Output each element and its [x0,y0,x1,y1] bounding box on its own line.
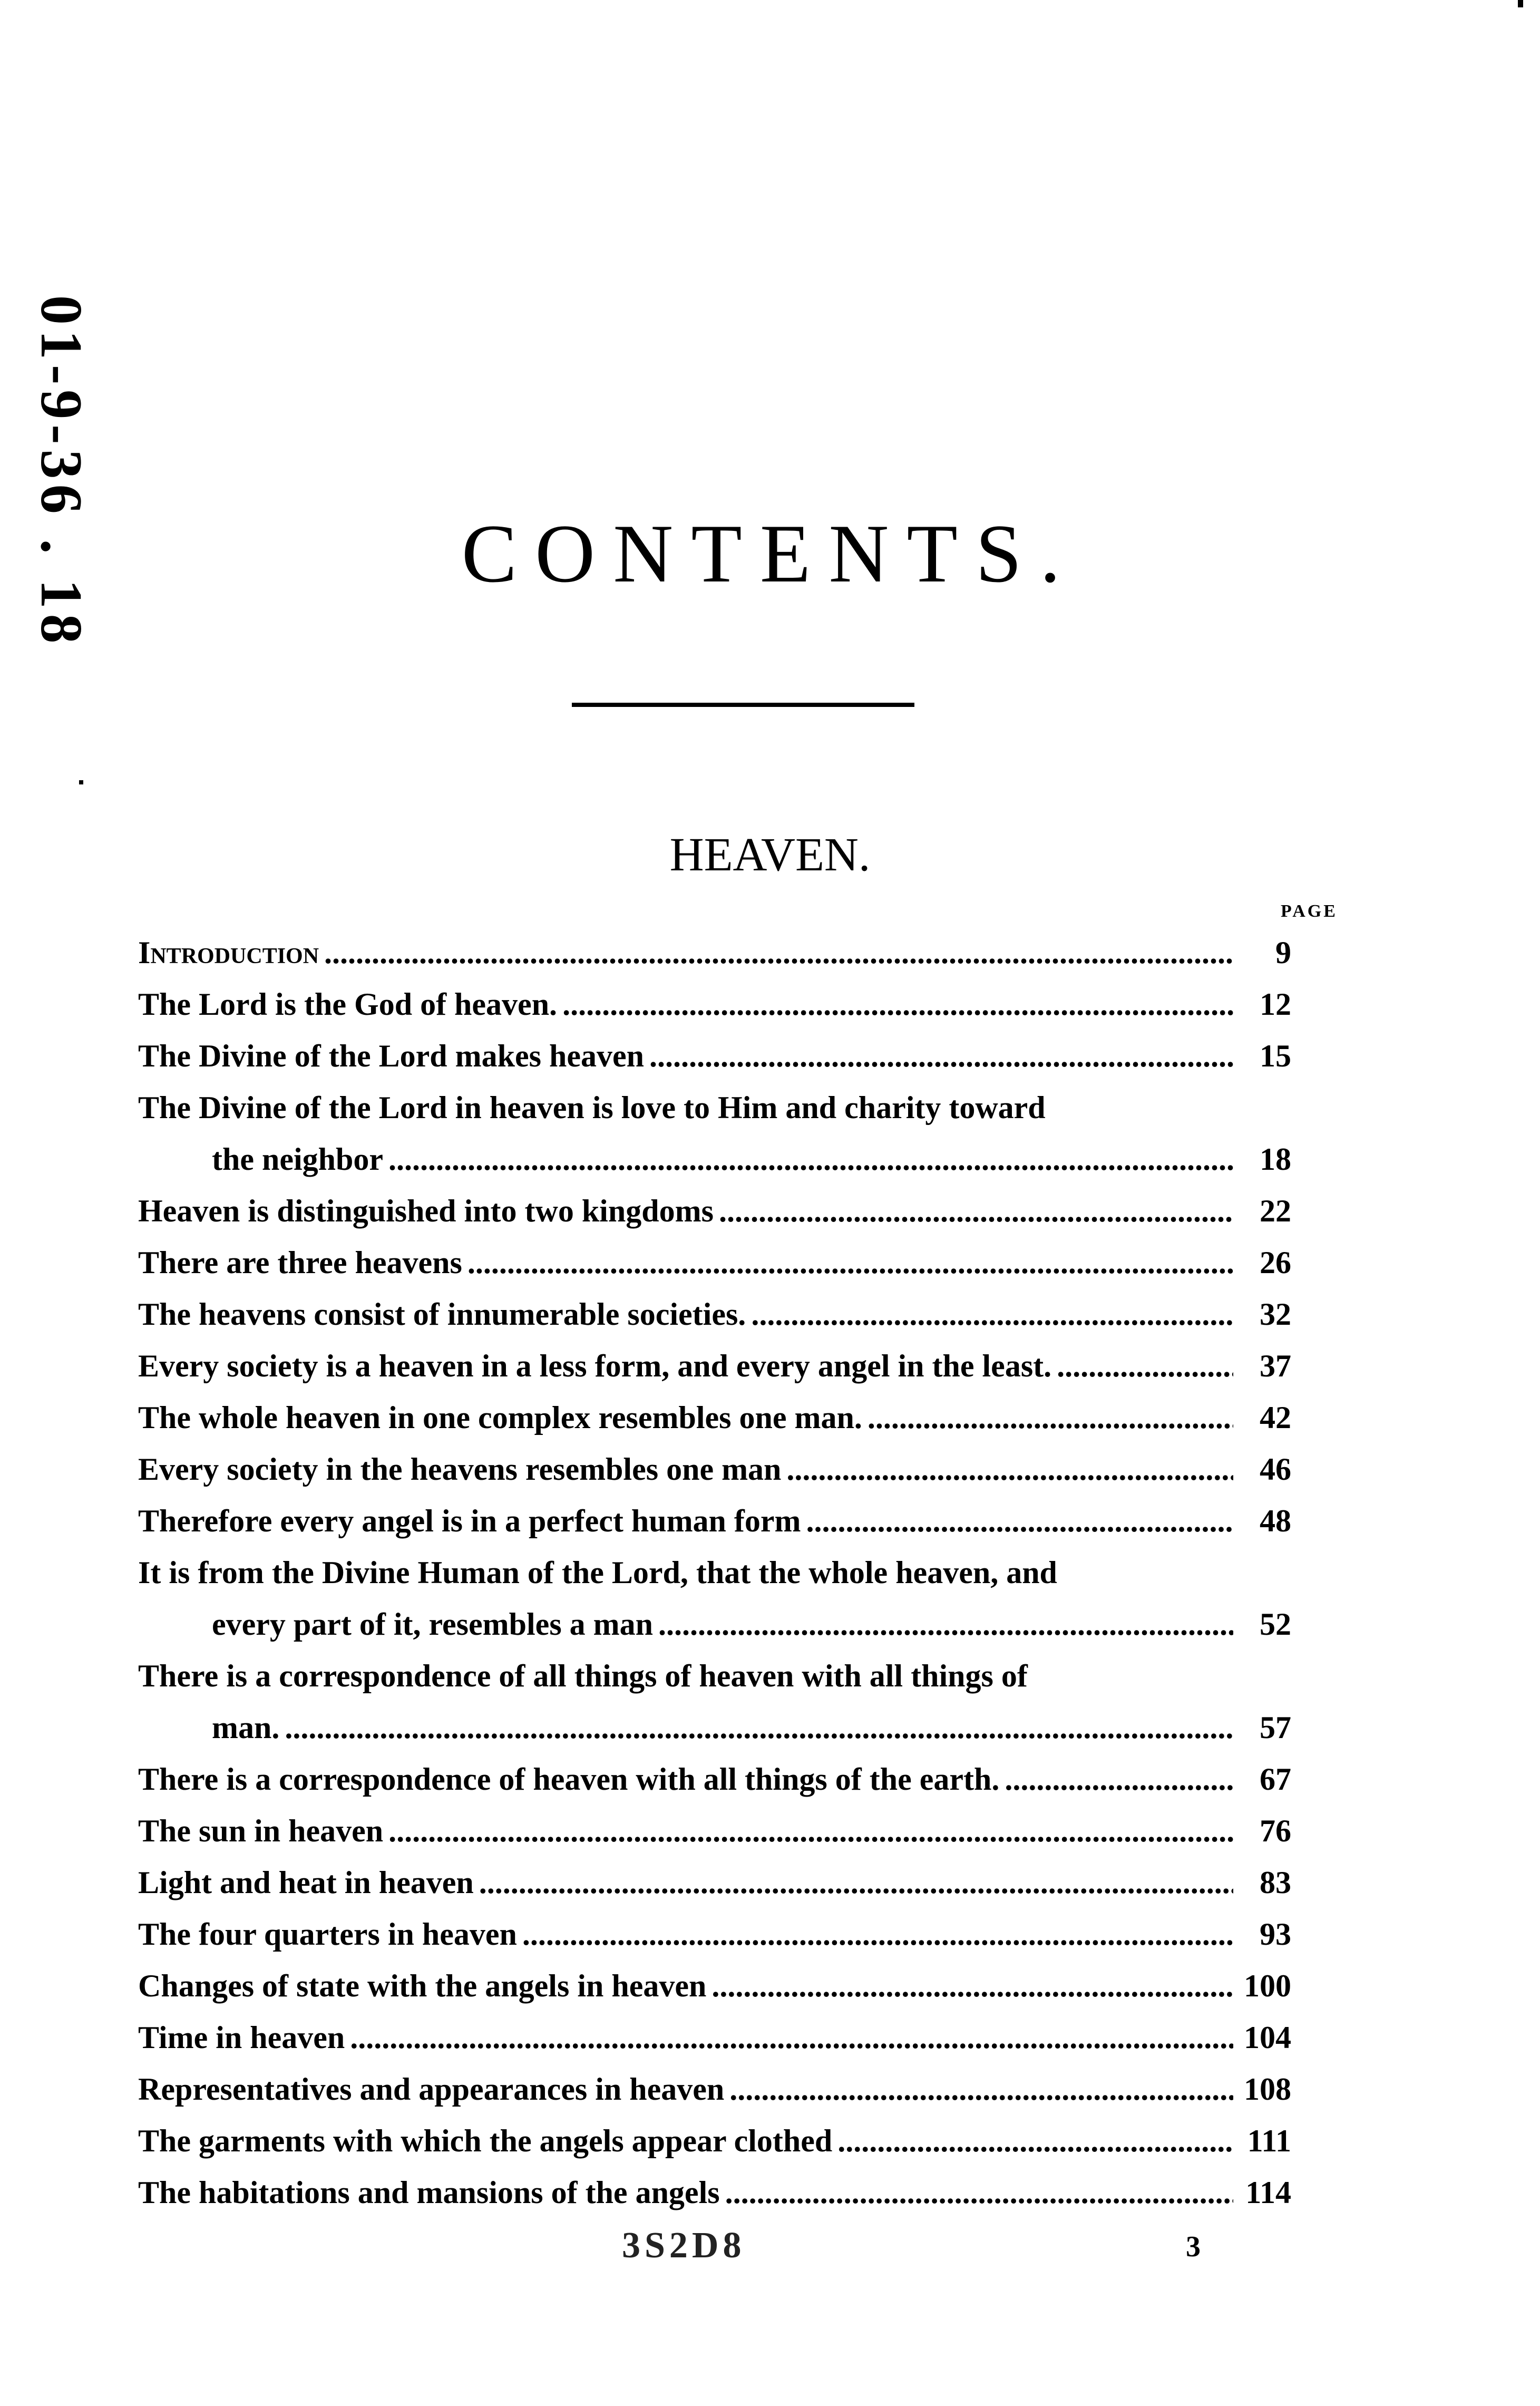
toc-entry [138,1237,1291,1288]
toc-entry-label: The sun in heaven [138,1813,384,1848]
toc-leader-dots [562,978,1233,1030]
toc-leader-dots [751,1288,1233,1340]
toc-page-number: 12 [1260,987,1291,1022]
toc-entry-label: The four quarters in heaven [138,1917,517,1952]
toc-entry [138,1185,1291,1237]
toc-leader-dots [725,2167,1233,2218]
toc-leader-dots [350,2012,1233,2063]
toc-page-number: 15 [1260,1039,1291,1073]
toc-entry-continuation [138,1133,1291,1185]
table-of-contents [138,927,1291,2218]
toc-entry [138,1805,1291,1857]
toc-entry [138,1495,1291,1547]
toc-leader-dots [649,1030,1233,1082]
toc-page-number: 104 [1244,2020,1291,2055]
toc-entry [138,1392,1291,1443]
toc-entry [138,1340,1291,1392]
toc-entry [138,1960,1291,2012]
toc-entry [138,1443,1291,1495]
toc-leader-dots [658,1598,1233,1650]
toc-page-number: 26 [1260,1245,1291,1280]
toc-entry-label-continuation: the neighbor [212,1142,384,1177]
speck-mark [1518,0,1523,7]
toc-entry-label: There are three heavens [138,1245,462,1280]
toc-entry-label: Therefore every angel is in a perfect human form [138,1503,801,1538]
toc-entry [138,2115,1291,2167]
toc-entry [138,1082,1291,1133]
toc-entry-label: Changes of state with the angels in heaven [138,1968,707,2003]
toc-entry-label: It is from the Divine Human of the Lord, that the whole heaven, and [138,1555,1057,1590]
toc-leader-dots [868,1392,1233,1443]
toc-entry-label: The garments with which the angels appear clothed [138,2123,833,2158]
toc-leader-dots [806,1495,1233,1547]
page-column-label: PAGE [1281,901,1338,921]
toc-page-number: 22 [1260,1194,1291,1228]
toc-page-number: 18 [1260,1142,1291,1177]
toc-page-number: 93 [1260,1917,1291,1952]
toc-entry-label: The Lord is the God of heaven. [138,987,558,1022]
toc-page-number: 42 [1260,1400,1291,1435]
toc-entry [138,1288,1291,1340]
toc-entry [138,1030,1291,1082]
toc-entry-label: Representatives and appearances in heaven [138,2072,725,2107]
toc-page-number: 57 [1260,1710,1291,1745]
toc-entry [138,2012,1291,2063]
toc-leader-dots [522,1908,1233,1960]
toc-leader-dots [479,1857,1233,1908]
toc-entry-label: The habitations and mansions of the angels [138,2175,720,2210]
toc-page-number: 100 [1244,1968,1291,2003]
toc-entry [138,2167,1291,2218]
toc-entry-label-continuation: every part of it, resembles a man [212,1607,654,1642]
toc-leader-dots [467,1237,1233,1288]
toc-page-number: 9 [1275,935,1291,970]
toc-page-number: 111 [1247,2123,1291,2158]
toc-entry-label: Heaven is distinguished into two kingdoms [138,1194,714,1228]
toc-leader-dots [285,1702,1233,1753]
toc-entry [138,927,1291,978]
toc-entry [138,1547,1291,1598]
toc-entry-label: Every society is a heaven in a less form, and every angel in the least. [138,1348,1052,1383]
toc-entry-continuation [138,1598,1291,1650]
toc-page-number: 76 [1260,1813,1291,1848]
toc-entry-continuation [138,1702,1291,1753]
toc-leader-dots [324,927,1233,978]
toc-entry-label: There is a correspondence of all things of heaven with all things of [138,1658,1028,1693]
toc-page-number: 108 [1244,2072,1291,2107]
toc-leader-dots [388,1805,1233,1857]
toc-entry-label: The whole heaven in one complex resembles one man. [138,1400,862,1435]
page-title: CONTENTS. [461,508,1079,600]
toc-entry [138,1857,1291,1908]
toc-page-number: 32 [1260,1297,1291,1332]
toc-leader-dots [1057,1340,1233,1392]
library-stamp: 3S2D8 [622,2225,746,2266]
toc-leader-dots [786,1443,1233,1495]
toc-entry-label: Time in heaven [138,2020,345,2055]
toc-entry [138,1908,1291,1960]
toc-entry-label: Introduction [138,935,319,970]
toc-entry-label: The Divine of the Lord in heaven is love to Him and charity toward [138,1090,1046,1125]
toc-page-number: 48 [1260,1503,1291,1538]
toc-leader-dots [837,2115,1233,2167]
toc-leader-dots [388,1133,1233,1185]
toc-entry-label: There is a correspondence of heaven with all things of the earth. [138,1762,1000,1797]
toc-leader-dots [719,1185,1233,1237]
toc-page-number: 37 [1260,1348,1291,1383]
toc-entry-label: The Divine of the Lord makes heaven [138,1039,644,1073]
toc-entry [138,978,1291,1030]
margin-handwritten-note: 01-9-36 . 18 [28,295,94,649]
section-title: HEAVEN. [669,829,871,881]
toc-page-number: 67 [1260,1762,1291,1797]
toc-leader-dots [711,1960,1233,2012]
speck-mark [79,780,83,784]
toc-entry-label: Every society in the heavens resembles one man [138,1452,782,1487]
toc-page-number: 52 [1260,1607,1291,1642]
toc-page-number: 83 [1260,1865,1291,1900]
toc-page-number: 114 [1245,2175,1291,2210]
toc-entry-label: The heavens consist of innumerable societies. [138,1297,746,1332]
title-rule-divider [572,703,914,707]
toc-entry [138,2063,1291,2115]
toc-entry-label: Light and heat in heaven [138,1865,474,1900]
toc-entry [138,1650,1291,1702]
signature-mark: 3 [1186,2230,1201,2263]
toc-leader-dots [1005,1753,1233,1805]
toc-page-number: 46 [1260,1452,1291,1487]
toc-leader-dots [729,2063,1233,2115]
toc-entry-label-continuation: man. [212,1710,280,1745]
toc-entry [138,1753,1291,1805]
